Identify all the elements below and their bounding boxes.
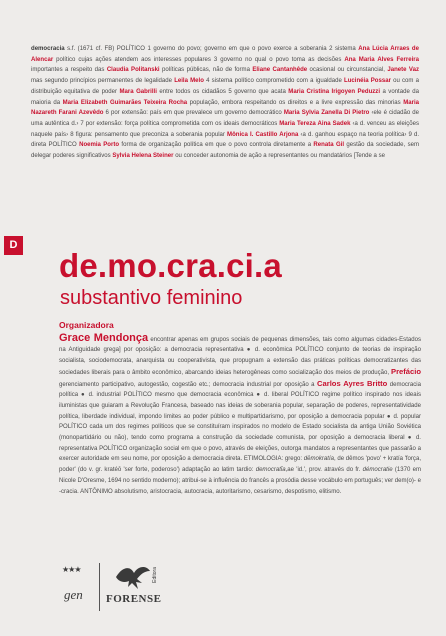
definition-text: democracia política ● d. industrial POLÍTICO mesmo que democracia econômica ● d. liberal POLÍTICO regime político inspirado nos ideais iluministas que guiaram a Revolução Francesa, baseado nas ideias de soberania popular, separação de poderes, representatividade política, liberdade individual, impondo limites ao poder público e multipartidarismo, por oposição a democracia popular ● d. popular POLÍTICO cada um dos regimes políticos que se constituíram inspirados no modelo de Estado socialista da antiga União Soviética (monopartidário ou não), tendo como programa a construção da sociedade comunista, por oposição a democracia liberal ● d. representativa POLÍTICO organização social em que o povo, através de eleições, outorga mandatos a representantes que passarão a exercer autoridade em seu nome, por oposição a democracia direta. ETIMOLOGIA: grego: — [59, 381, 421, 463]
definition-text: a vontade da maioria da — [31, 88, 419, 106]
definition-text: (1370 em Nicole D'Oresme, 1694 no sentido moderno); atribui-se à influência do francês a prosódia desse vocábulo em português; ver dem(o)- e -cracia. ANTÔNIMO absolutismo, aristocracia, autocracia, autoritarismo, cesarismo, despotismo, elitismo. — [59, 467, 421, 495]
contributor-name: Sylvia Helena Steiner — [112, 153, 174, 160]
bird-icon — [112, 563, 152, 593]
letter-badge: D — [4, 236, 23, 255]
publisher-logos — [60, 563, 210, 613]
editora-label: Editora — [152, 567, 158, 583]
definition-paragraph-top — [31, 44, 419, 162]
definition-text: gestão da sociedade, sem delegar poderes significativos — [31, 142, 419, 160]
definition-text: entre todos os cidadãos 5 governo que acata — [156, 88, 289, 95]
definition-text: político cujas ações atendem aos interesses populares 3 governo no qual o povo toma as decisões — [53, 56, 345, 63]
definition-text: ,ae 'id.', prov. através do fr. — [285, 467, 363, 474]
contributor-name: Ana Lúcia Arraes de Alencar — [31, 46, 419, 63]
definition-text: ‹a d. ganhou espaço na teoria política› 9 d. direta POLÍTICO — [31, 131, 419, 149]
definition-text: forma de organização política em que o povo controla diretamente a — [119, 142, 314, 149]
definition-text — [59, 337, 421, 495]
definition-text: ou conceder autonomia de ação a representantes ou mandatários [Tende a se — [173, 153, 385, 160]
contributor-name: Maria Cristina Irigoyen Peduzzi — [288, 88, 381, 95]
contributor-name: Ana Maria Alves Ferreira — [344, 56, 419, 63]
definition-text: 6 por extensão: país em que prevalece um governo democrático — [103, 110, 284, 117]
part-of-speech: substantivo feminino — [60, 287, 243, 309]
contributor-name: Eliane Cantanhêde — [252, 67, 308, 74]
logo-divider — [99, 563, 100, 611]
contributor-name: Maria Sylvia Zanella Di Pietro — [283, 110, 370, 117]
organizer-name: Grace Mendonça — [59, 331, 149, 344]
contributor-name: Maria Elizabeth Guimarães Teixeira Rocha — [62, 99, 188, 106]
stars-icon: ★★★ — [62, 565, 81, 574]
forense-wordmark: FORENSE — [106, 593, 162, 605]
definition-text: gerenciamento participativo, autogestão, cogestão etc.; democracia industrial por oposição a — [59, 381, 318, 388]
definition-text: , de dêmos 'povo' + kratía 'força, poder' (do v. gr. kratéō 'ser forte, poderoso') adaptação ao latim tardio: — [59, 456, 421, 474]
definition-text: ocasional ou circunstancial, — [307, 67, 388, 74]
definition-text: encontrar apenas em grupos sociais de pequenas dimensões, tais como algumas cidades-Estados na Antiguidade grega] por oposição: a democracia representativa ● d. econômica POLÍTICO conjunto de teorias de inspiração socialista, sociodemocrata, anarquista ou cooperativista, que propugnam a extensão das práticas políticas democratizantes das sociedades liberais para o âmbito econômico, abarcando ideias heterogêneas como socialização dos meios de produção, — [59, 336, 421, 376]
definition-text: população, embora respeitando os direitos e a livre expressão das minorias — [187, 99, 404, 106]
contributor-name: Janete Vaz — [387, 67, 419, 74]
definition-paragraph-bottom — [59, 320, 421, 497]
definition-text: ‹ele é cidadão de uma autêntica d.› 7 por extensão: força política comprometida com os ideais democráticos — [31, 110, 419, 127]
contributor-name: Mônica I. Castillo Arjona — [227, 131, 299, 138]
contributor-name: Maria Tereza Aina Sadek — [279, 120, 351, 127]
headword-title: de.mo.cra.ci.a — [59, 247, 282, 284]
definition-text: mas segundo princípios permanentes de legalidade — [31, 78, 175, 85]
definition-text: políticas públicas, não de forma — [159, 67, 253, 74]
definition-text: ‹a d. venceu as eleições naquele país› 8 figura: pensamento que preconiza a soberania popular — [31, 120, 419, 138]
contributor-name: Prefácio — [391, 366, 421, 376]
organizer-label: Organizadora — [59, 320, 114, 330]
contributor-name: Claudia Politanski — [106, 67, 160, 74]
contributor-name: Leila Melo — [174, 78, 204, 85]
definition-text: ou com a distribuição equitativa de poder — [31, 78, 419, 95]
definition-text: 4 sistema político comprometido com a igualdade — [203, 78, 345, 85]
contributor-name: Noemia Porto — [79, 142, 120, 149]
definition-text: importantes a respeito das — [31, 67, 107, 74]
contributor-name: Maria Nazareth Farani Azevêdo — [31, 99, 419, 117]
gen-logo — [60, 565, 90, 611]
etymology-term: démocratie — [362, 467, 393, 474]
contributor-name: Mara Gabrilli — [119, 88, 157, 95]
contributor-name: Renata Gil — [313, 142, 345, 149]
definition-text: s.f. (1671 cf. FB) POLÍTICO 1 governo do povo; governo em que o povo exerce a soberania 2 sistema — [64, 46, 359, 52]
gen-wordmark: gen — [64, 587, 83, 602]
contributor-name: Carlos Ayres Britto — [317, 378, 388, 388]
contributor-name: Lucinéia Possar — [344, 78, 391, 85]
entry-word: democracia — [31, 46, 65, 52]
etymology-term: dēmokratía — [303, 456, 334, 463]
etymology-term: democratĭa — [255, 467, 286, 474]
